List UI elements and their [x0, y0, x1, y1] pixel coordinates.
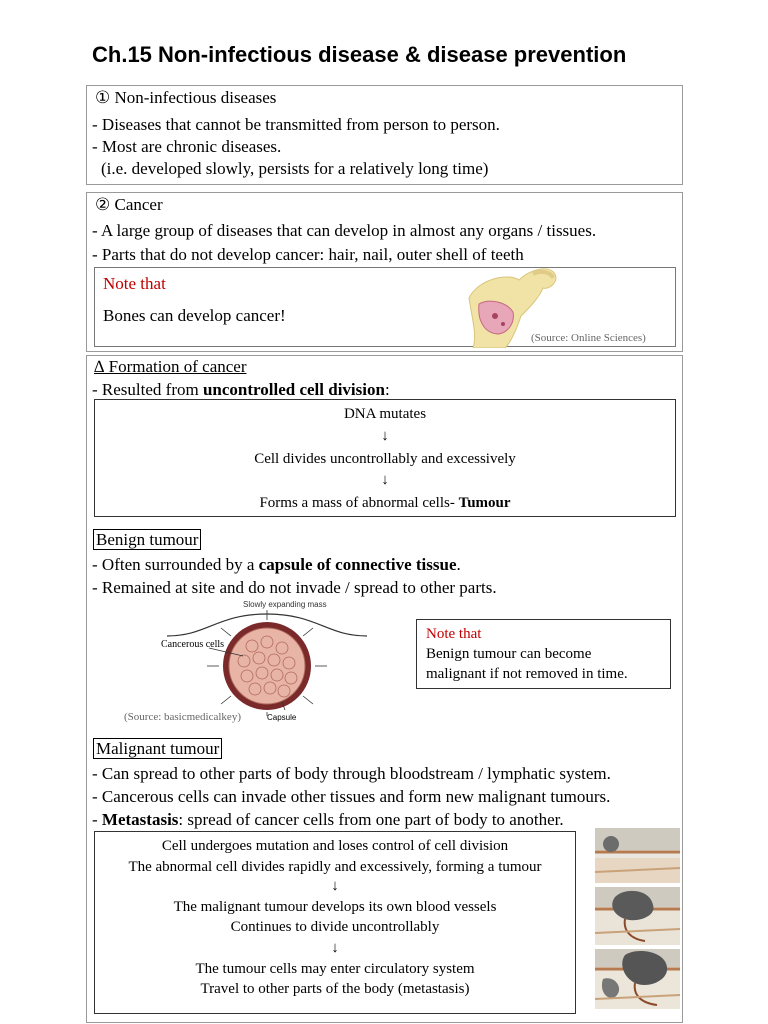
- malignant-arrow2: ↓: [331, 940, 339, 956]
- note-text: Bones can develop cancer!: [103, 306, 286, 325]
- malignant-line3-prefix: -: [92, 810, 102, 829]
- bone-source: (Source: Online Sciences): [531, 332, 646, 344]
- section2-line2: - Parts that do not develop cancer: hair, nail, outer shell of teeth: [92, 245, 524, 264]
- malignant-line3-suffix: : spread of cancer cells from one part of body to another.: [178, 810, 564, 829]
- malignant-step4: Continues to divide uncontrollably: [230, 919, 440, 935]
- malignant-line3-bold: Metastasis: [101, 810, 179, 829]
- benign-line2: - Remained at site and do not invade / spread to other parts.: [92, 578, 497, 597]
- diagram-source: (Source: basicmedicalkey): [124, 711, 241, 723]
- malignant-step3: The malignant tumour develops its own blood vessels: [173, 899, 497, 915]
- benign-line1-suffix: .: [456, 555, 461, 574]
- formation-arrow2: ↓: [381, 472, 389, 488]
- formation-intro-prefix: - Resulted from: [92, 380, 203, 399]
- diagram-capsule-label: Capsule: [267, 713, 297, 722]
- benign-heading-text: Benign tumour: [93, 529, 201, 550]
- malignant-line2: - Cancerous cells can invade other tissues and form new malignant tumours.: [92, 787, 611, 806]
- metastasis-illustration-1: [595, 828, 680, 883]
- malignant-arrow1: ↓: [331, 878, 339, 894]
- diagram-top-label: Slowly expanding mass: [243, 600, 327, 609]
- formation-intro-bold: uncontrolled cell division: [202, 380, 385, 399]
- metastasis-illustration-3: [595, 949, 680, 1009]
- formation-step1: DNA mutates: [343, 406, 427, 422]
- malignant-line3: [92, 810, 564, 830]
- benign-line1-prefix: - Often surrounded by a: [92, 555, 259, 574]
- diagram-cells-label: Cancerous cells: [161, 639, 225, 650]
- benign-note-box: [416, 619, 671, 689]
- malignant-heading-text: Malignant tumour: [93, 738, 222, 759]
- section2-line1: - A large group of diseases that can develop in almost any organs / tissues.: [92, 221, 597, 240]
- section2-heading: ② Cancer: [95, 195, 163, 214]
- formation-box: [86, 355, 683, 1023]
- metastasis-illustration-2: [595, 887, 680, 945]
- malignant-step1: Cell undergoes mutation and loses control of cell division: [161, 838, 509, 854]
- formation-step2: Cell divides uncontrollably and excessively: [254, 451, 516, 467]
- benign-note-line1: Benign tumour can become: [426, 646, 592, 662]
- section1-line1: - Diseases that cannot be transmitted from person to person.: [92, 115, 500, 134]
- benign-note-label: Note that: [426, 626, 482, 642]
- non-infectious-box: [86, 85, 683, 185]
- section1-line3: (i.e. developed slowly, persists for a relatively long time): [101, 159, 489, 178]
- benign-line1: [92, 555, 461, 575]
- page-title: Ch.15 Non-infectious disease & disease prevention: [92, 42, 627, 67]
- malignant-step2: The abnormal cell divides rapidly and excessively, forming a tumour: [128, 859, 542, 875]
- section1-heading: ① Non-infectious diseases: [95, 88, 277, 107]
- malignant-step6: Travel to other parts of the body (metastasis): [200, 981, 470, 997]
- formation-intro-suffix: :: [384, 380, 390, 399]
- formation-arrow1: ↓: [381, 428, 389, 444]
- benign-line1-bold: capsule of connective tissue: [258, 555, 457, 574]
- formation-step3-prefix: Forms a mass of abnormal cells-: [259, 495, 459, 511]
- benign-note-line2: malignant if not removed in time.: [426, 666, 628, 682]
- formation-step3: [95, 493, 675, 513]
- malignant-line1: - Can spread to other parts of body through bloodstream / lymphatic system.: [92, 764, 611, 783]
- formation-flow-box: [94, 399, 676, 517]
- note-label: Note that: [103, 274, 166, 293]
- formation-heading-text: ∆ Formation of cancer: [94, 357, 247, 376]
- malignant-heading: [93, 739, 222, 759]
- metastasis-flow-box: [94, 831, 576, 1014]
- bone-note-box: [94, 267, 676, 347]
- formation-intro: [92, 380, 390, 400]
- benign-tumour-diagram: [117, 606, 377, 716]
- section1-line2: - Most are chronic diseases.: [92, 137, 282, 156]
- formation-heading: [94, 357, 247, 377]
- formation-step3-bold: Tumour: [458, 495, 511, 511]
- benign-heading: [93, 530, 201, 550]
- cancer-box: [86, 192, 683, 352]
- malignant-step5: The tumour cells may enter circulatory system: [195, 961, 475, 977]
